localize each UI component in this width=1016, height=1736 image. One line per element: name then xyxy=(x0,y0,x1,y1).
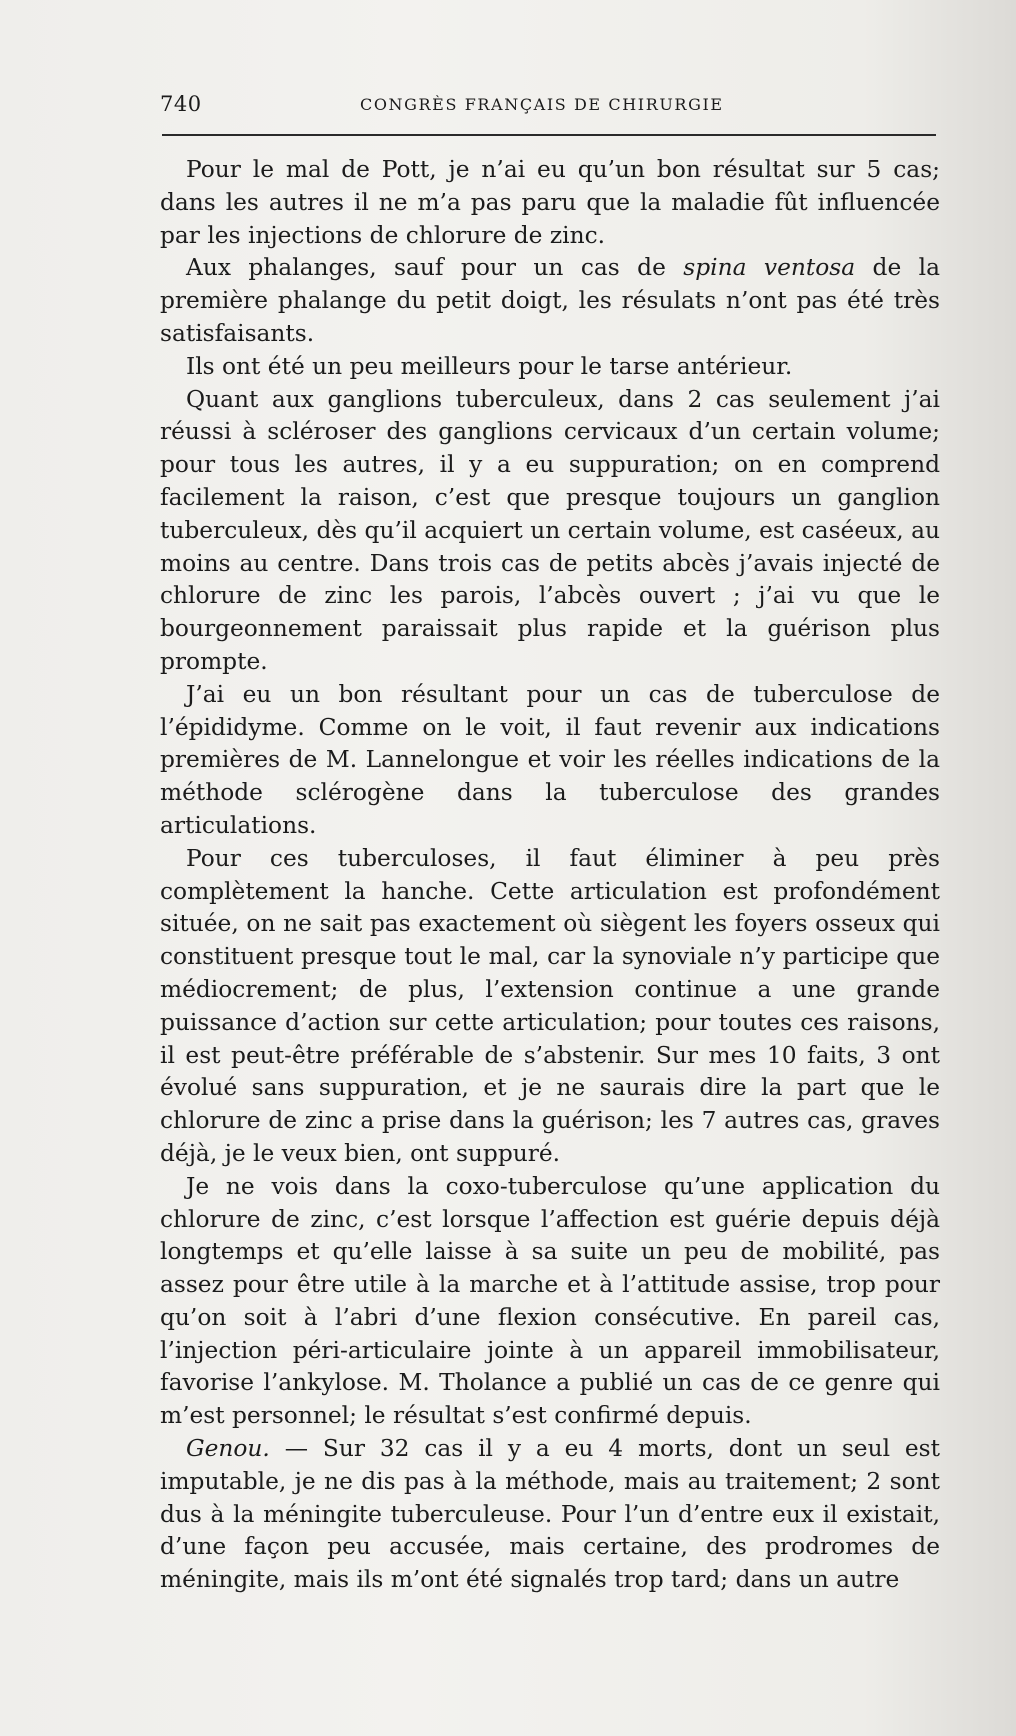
header-rule xyxy=(162,134,936,136)
running-title: CONGRÈS FRANÇAIS DE CHIRURGIE xyxy=(360,95,724,114)
paragraph: J’ai eu un bon résultant pour un cas de tuberculose de l’épididyme. Comme on le voit, il faut revenir aux indications premières de M. Lannelongue et voir les réelles indications de la méthode sclérogène dans la tuberculose des grandes articulations. xyxy=(160,680,940,839)
page-number: 740 xyxy=(160,92,202,116)
paragraph xyxy=(160,1433,940,1597)
paragraph: Ils ont été un peu meilleurs pour le tarse antérieur. xyxy=(186,352,793,380)
paragraph-text: de la première phalange du petit doigt, les résulats n’ont pas été très satisfaisants. xyxy=(160,254,940,347)
page-header xyxy=(160,92,940,118)
paragraph: Pour le mal de Pott, je n’ai eu qu’un bon résultat sur 5 cas; dans les autres il ne m’a pas paru que la maladie fût influencée par les injections de chlorure de zinc. xyxy=(160,156,940,249)
body-text xyxy=(160,154,940,1597)
paragraph-text: — Sur 32 cas il y a eu 4 morts, dont un seul est imputable, je ne dis pas à la méthode, mais au traitement; 2 sont dus à la méningite tuberculeuse. Pour l’un d’entre eux il existait, d’une façon peu accusée, mais certaine, des prodromes de méningite, mais ils m’ont été signalés trop tard; dans un autre xyxy=(160,1435,940,1594)
paragraph xyxy=(160,252,940,350)
section-heading: Genou. xyxy=(186,1435,270,1463)
paragraph-text: Aux phalanges, sauf pour un cas de xyxy=(186,254,684,282)
paragraph: Je ne vois dans la coxo-tuberculose qu’une application du chlorure de zinc, c’est lorsque l’affection est guérie depuis déjà longtemps et qu’elle laisse à sa suite un peu de mobilité, pas assez pour être utile à la marche et à l’attitude assise, trop pour qu’on soit à l’abri d’une flexion consécutive. En pareil cas, l’injection péri-articulaire jointe à un appareil immobilisateur, favorise l’ankylose. M. Tholance a publié un cas de ce genre qui m’est personnel; le résultat s’est confirmé depuis. xyxy=(160,1172,940,1430)
paragraph: Pour ces tuberculoses, il faut éliminer à peu près complètement la hanche. Cette articulation est profondément située, on ne sait pas exactement où siègent les foyers osseux qui constituent presque tout le mal, car la synoviale n’y participe que médiocrement; de plus, l’extension continue a une grande puissance d’action sur cette articulation; pour toutes ces raisons, il est peut-être préférable de s’abstenir. Sur mes 10 faits, 3 ont évolué sans suppuration, et je ne saurais dire la part que le chlorure de zinc a prise dans la guérison; les 7 autres cas, graves déjà, je le veux bien, ont suppuré. xyxy=(160,844,940,1167)
paragraph: Quant aux ganglions tuberculeux, dans 2 cas seulement j’ai réussi à scléroser des ganglions cervicaux d’un certain volume; pour tous les autres, il y a eu suppuration; on en comprend facilement la raison, c’est que presque toujours un ganglion tuberculeux, dès qu’il acquiert un certain volume, est caséeux, au moins au centre. Dans trois cas de petits abcès j’avais injecté de chlorure de zinc les parois, l’abcès ouvert ; j’ai vu que le bourgeonnement paraissait plus rapide et la guérison plus prompte. xyxy=(160,385,940,675)
italic-term: spina ventosa xyxy=(683,254,856,282)
